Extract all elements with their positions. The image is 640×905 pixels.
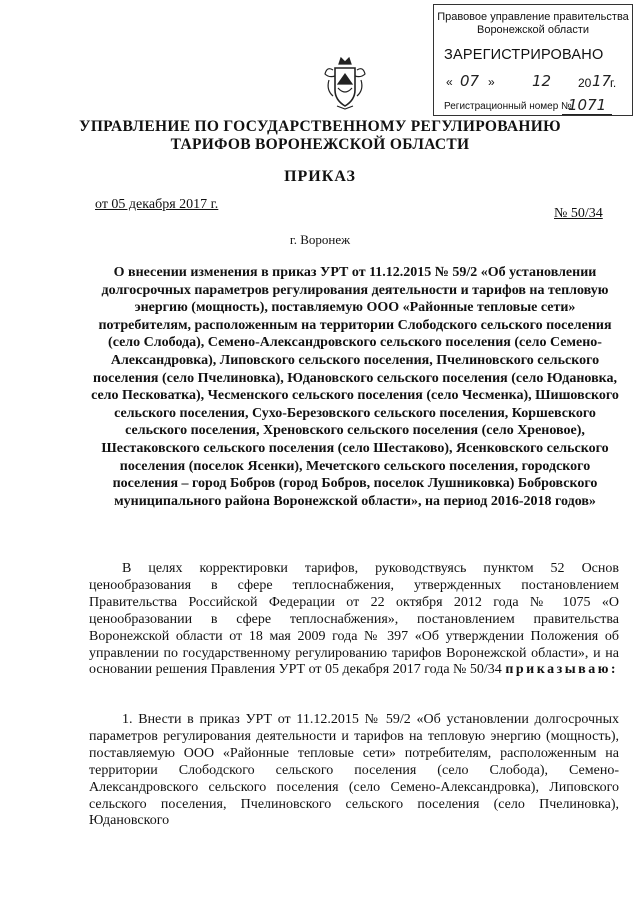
stamp-registered-label: ЗАРЕГИСТРИРОВАНО	[444, 47, 604, 63]
stamp-reg-number-value: 1071	[562, 96, 612, 115]
stamp-close-quote: »	[488, 75, 495, 89]
stamp-day: 07	[460, 72, 480, 90]
stamp-org-line2: Воронежской области	[476, 24, 589, 36]
registration-stamp	[433, 4, 633, 116]
coat-of-arms-icon	[323, 56, 367, 110]
stamp-year-prefix: 20	[578, 76, 592, 90]
stamp-month: 12	[532, 72, 552, 90]
document-city: г. Воронеж	[289, 232, 351, 247]
preamble-text: В целях корректировки тарифов, руководствуясь пунктом 52 Основ ценообразования в сфере теплоснабжения, утвержденных постановлением Правительства Российской Федерации от 22 октября 2012 года № 1075 «О ценообразовании в сфере теплоснабжения», постановлением правительства Воронежской области от 18 мая 2009 года № 397 «Об утверждении Положения об управлении по государственному регулированию тарифов Воронежской области», и на основании решения Правления УРТ от 05 декабря 2017 года № 50/34	[89, 561, 619, 678]
document-date: от 05 декабря 2017 г.	[95, 197, 219, 212]
org-title-line1: УПРАВЛЕНИЕ ПО ГОСУДАРСТВЕННОМУ РЕГУЛИРОВАНИЮ	[79, 118, 561, 135]
stamp-open-quote: «	[446, 75, 453, 89]
document-subject: О внесении изменения в приказ УРТ от 11.12.2015 № 59/2 «Об установлении долгосрочных параметров регулирования деятельности и тарифов на тепловую энергию (мощность), поставляемую ООО «Районные тепловые сети» потребителям, расположенным на территории Слободского сельского поселения (село Слобода), Семено-Александровского сельского поселения (село Семено-Александровка), Липовского сельского поселения, Пчелиновского сельского поселения (село Пчелиновка), Юдановского сельского поселения (село Юдановка, село Песковатка), Чесменского сельского поселения (село Чесменка), Шишовского сельского поселения, Сухо-Березовского сельского поселения, Коршевского сельского поселения, Хреновского сельского поселения (село Хреновое), Шестаковского сельского поселения (село Шестаково), Ясенковского сельского поселения (поселок Ясенки), Мечетского сельского поселения, городского поселения – город Бобров (город Бобров, поселок Лушниковка) Бобровского муниципального района Воронежской области», на период 2016-2018 годов»	[91, 265, 619, 509]
stamp-date	[444, 72, 629, 93]
stamp-reg-number-label: Регистрационный номер №	[444, 101, 572, 112]
org-title-line2: ТАРИФОВ ВОРОНЕЖСКОЙ ОБЛАСТИ	[170, 136, 470, 153]
stamp-organization	[434, 11, 632, 37]
document-type: ПРИКАЗ	[284, 168, 356, 185]
stamp-year-suffix: 17	[592, 72, 612, 90]
item-1-paragraph: 1. Внести в приказ УРТ от 11.12.2015 № 59/2 «Об установлении долгосрочных параметров регулирования деятельности и тарифов на тепловую энергию (мощность), поставляемую ООО «Районные тепловые сети» потребителям, расположенным на территории Слободского сельского поселения (село Слобода), Семено-Александровского сельского поселения (село Семено-Александровка), Липовского сельского поселения, Пчелиновского сельского поселения (село Пчелиновка), Юдановского	[89, 712, 619, 829]
document-number: № 50/34	[554, 206, 603, 221]
preamble-paragraph	[89, 561, 619, 679]
stamp-org-line1: Правовое управление правительства	[437, 11, 629, 23]
order-word: приказываю:	[505, 662, 619, 678]
stamp-year-end: г.	[610, 76, 617, 90]
